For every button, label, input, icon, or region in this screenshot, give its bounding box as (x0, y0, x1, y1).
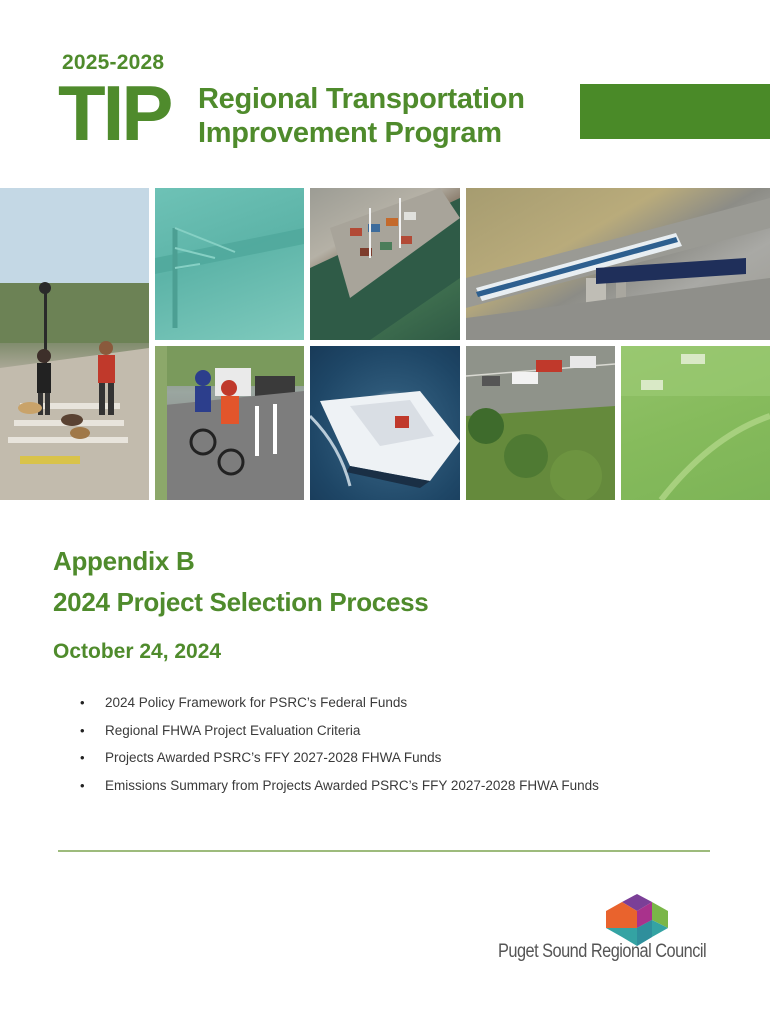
psrc-hexagon-logo-icon (606, 894, 668, 946)
program-title-line-2: Improvement Program (198, 117, 502, 149)
years-label: 2025-2028 (62, 51, 165, 74)
photo-light-rail-train (466, 188, 770, 340)
program-title-line-1: Regional Transportation (198, 83, 525, 115)
program-title (198, 82, 525, 150)
photo-highway (466, 346, 615, 500)
photo-container-port (310, 188, 460, 340)
photo-cyclists (155, 346, 304, 500)
appendix-heading: Appendix B (53, 546, 195, 576)
photo-pedestrians-with-dogs (0, 188, 149, 500)
organization-name: Puget Sound Regional Council (498, 941, 707, 962)
header-green-bar (580, 84, 770, 139)
contents-list (80, 694, 620, 804)
tip-acronym: TIP (58, 69, 171, 157)
list-item: • Regional FHWA Project Evaluation Criteria (80, 722, 620, 740)
photo-ferry (310, 346, 460, 500)
document-title: 2024 Project Selection Process (53, 587, 429, 617)
list-item: • 2024 Policy Framework for PSRC’s Federal Funds (80, 694, 620, 712)
photo-green-hillside (621, 346, 770, 500)
document-date: October 24, 2024 (53, 640, 222, 663)
list-item: • Projects Awarded PSRC’s FFY 2027-2028 FHWA Funds (80, 749, 620, 767)
list-item: • Emissions Summary from Projects Awarded PSRC’s FFY 2027-2028 FHWA Funds (80, 777, 620, 795)
photo-bridge (155, 188, 304, 340)
divider-rule (58, 850, 710, 852)
